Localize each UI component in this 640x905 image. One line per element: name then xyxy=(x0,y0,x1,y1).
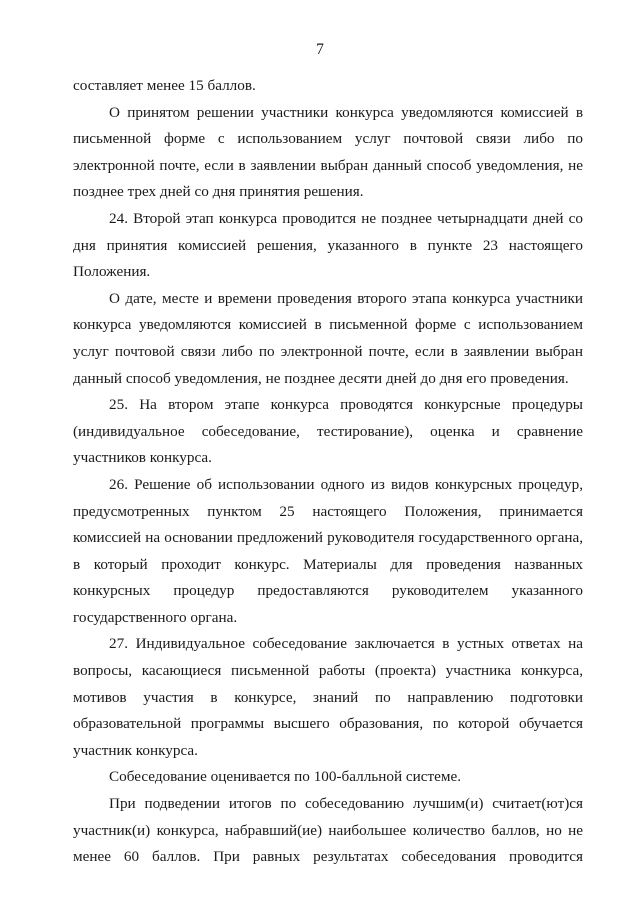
paragraph-item-24: 24. Второй этап конкурса проводится не позднее четырнадцати дней со дня принятия комиссией решения, указанного в пункте 23 настоящего Положения. xyxy=(73,209,583,281)
paragraph-item-27: 27. Индивидуальное собеседование заключается в устных ответах на вопросы, касающиеся письменной работы (проекта) участника конкурса, мотивов участия в конкурсе, знаний по направлению подготовки образовательной программы высшего образования, по которой обучается участник конкурса. xyxy=(73,635,583,759)
document-body xyxy=(73,73,583,871)
paragraph-scoring-system: Собеседование оценивается по 100-балльной системе. xyxy=(109,768,462,786)
paragraph-notification-decision: О принятом решении участники конкурса уведомляются комиссией в письменной форме с использованием услуг почтовой связи либо по электронной почте, если в заявлении выбран данный способ уведомления, не позднее трех дней со дня принятия решения. xyxy=(73,103,583,201)
paragraph-results-summary: При подведении итогов по собеседованию лучшим(и) считает(ют)ся участник(и) конкурса, набравший(ие) наибольшее количество баллов, но не менее 60 баллов. При равных результатах собеседования проводится xyxy=(73,795,583,866)
page-number: 7 xyxy=(316,41,324,58)
paragraph-item-25: 25. На втором этапе конкурса проводятся конкурсные процедуры (индивидуальное собеседование, тестирование), оценка и сравнение участников конкурса. xyxy=(73,396,583,467)
paragraph-continuation: составляет менее 15 баллов. xyxy=(73,77,256,94)
paragraph-second-stage-notice: О дате, месте и времени проведения второго этапа конкурса участники конкурса уведомляются комиссией в письменной форме с использованием услуг почтовой связи либо по электронной почте, если в заявлении выбран данный способ уведомления, не позднее десяти дней до дня его проведения. xyxy=(73,289,583,387)
paragraph-item-26: 26. Решение об использовании одного из видов конкурсных процедур, предусмотренных пунктом 25 настоящего Положения, принимается комиссией на основании предложений руководителя государственного органа, в который проходит конкурс. Материалы для проведения названных конкурсных процедур предоставляются руководителем указанного государственного органа. xyxy=(73,475,583,626)
